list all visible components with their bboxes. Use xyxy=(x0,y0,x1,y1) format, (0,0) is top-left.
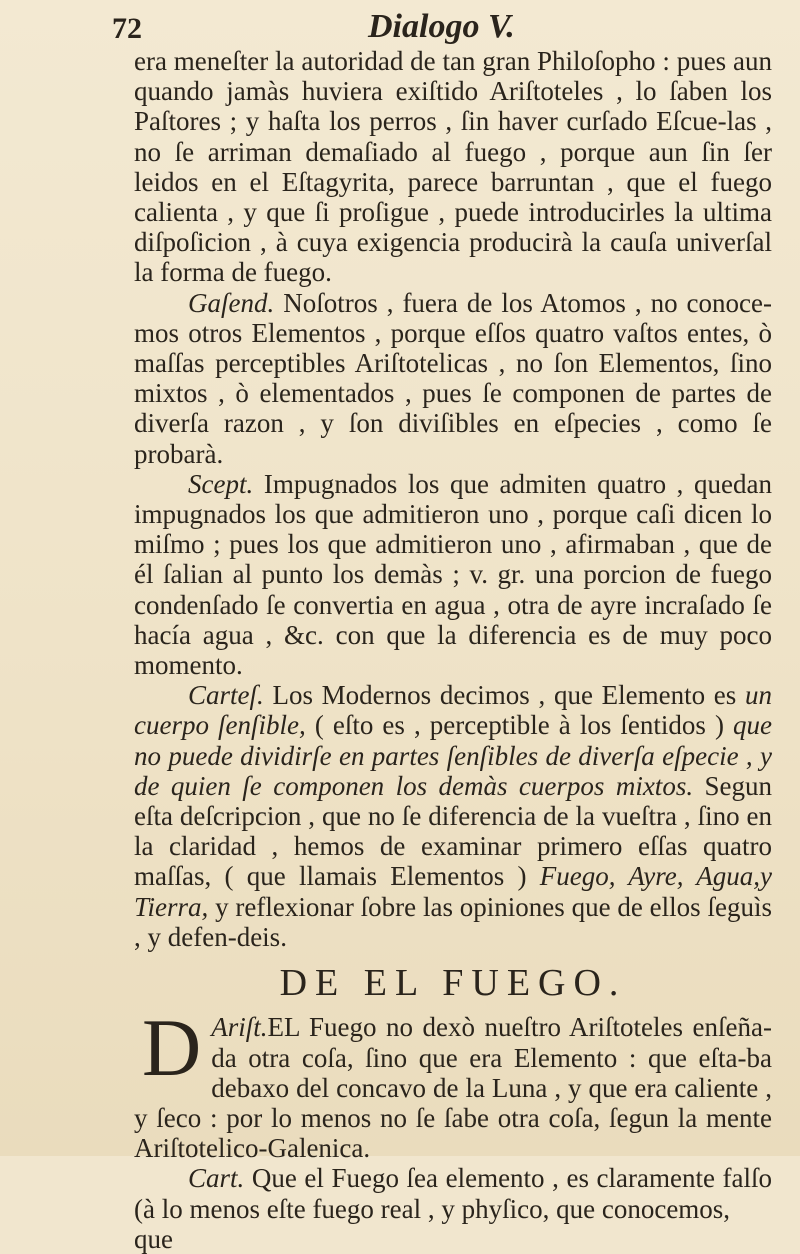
paragraph-text: Que el Fuego ſea elemento , es claramente falſo (à lo menos eſte fuego real , y phyſico, que conocemos, xyxy=(134,1163,772,1224)
definition-italic: un cuerpo ſenſible, xyxy=(134,680,772,741)
page-number: 72 xyxy=(112,12,142,45)
section-heading: DE EL FUEGO. xyxy=(279,962,627,1005)
speaker-label: Scept. xyxy=(188,468,254,499)
paragraph-text: ( eſto es , perceptible à los ſentidos ) xyxy=(305,710,734,741)
gassendi-paragraph xyxy=(134,288,772,469)
sceptic-paragraph xyxy=(134,469,772,680)
speaker-label: Cart. xyxy=(188,1163,245,1194)
paragraph-text: y reflexionar ſobre las opiniones que de ellos ſeguìs , y defen-deis. xyxy=(134,891,772,952)
paragraph-text: Los Modernos decimos , que Elemento es xyxy=(263,680,745,711)
paragraph-text: Noſotros , fuera de los Atomos , no conoce-mos otros Elementos , porque eſſos quatro vaſtos entes, ò maſſas perceptibles Ariſtotelicas , no ſon Elementos, ſino mixtos , ò elementados , pues ſe componen de partes de diverſa razon , y ſon diviſibles en eſpecies , como ſe probarà. xyxy=(134,287,772,469)
cartesius-paragraph xyxy=(134,680,772,952)
speaker-label: Gaſend. xyxy=(188,287,275,318)
page-header xyxy=(0,8,800,48)
body-text xyxy=(134,46,772,1254)
paragraph-text: EL Fuego no dexò nueſtro Ariſtoteles enſeña-da otra coſa, ſino que era Elemento : que eſta-ba debaxo del concavo de la Luna , y que era caliente , y ſeco : por lo menos no ſe ſabe otra coſa, ſegun la mente Ariſtotelico-Galenica. xyxy=(134,1012,772,1164)
intro-paragraph: era meneſter la autoridad de tan gran Philoſopho : pues aun quando jamàs huviera exiſtido Ariſtoteles , lo ſaben los Paſtores ; y haſta los perros , ſin haver curſado Eſcue-las , no ſe arriman demaſiado al fuego , porque aun ſin ſer leidos en el Eſtagyrita, parece barruntan , que el fuego calienta , y que ſi proſigue , puede introducirles la ultima diſpoſicion , à cuya exigencia producirà la cauſa univerſal la forma de fuego. xyxy=(134,46,772,288)
speaker-label: Carteſ. xyxy=(188,680,264,711)
drop-cap: D xyxy=(142,1002,202,1094)
aristotle-paragraph xyxy=(134,1002,772,1164)
running-title: Dialogo V. xyxy=(368,8,515,45)
catchword: que xyxy=(134,1223,173,1254)
definition-italic: que no puede dividirſe en partes ſenſibles de diverſa eſpecie , y de quien ſe componen los demàs cuerpos mixtos. xyxy=(134,710,772,801)
cartesius-fire-paragraph xyxy=(134,1163,772,1223)
paragraph-text: Impugnados los que admiten quatro , quedan impugnados los que admitieron uno , porque caſi dicen lo miſmo ; pues los que admitieron uno , afirmaban , que de él ſalian al punto los demàs ; v. gr. una porcion de fuego condenſado ſe convertia en agua , otra de ayre incraſado ſe hacía agua , &c. con que la diferencia es de muy poco momento. xyxy=(134,468,772,681)
paragraph-text: Segun eſta deſcripcion , que no ſe diferencia de la vueſtra , ſino en la claridad , hemos de examinar primero eſſas quatro maſſas, ( que llamais Elementos ) xyxy=(134,770,772,892)
elements-italic: Fuego, Ayre, Agua,y Tierra, xyxy=(134,861,772,922)
speaker-label: Ariſt. xyxy=(211,1012,268,1043)
